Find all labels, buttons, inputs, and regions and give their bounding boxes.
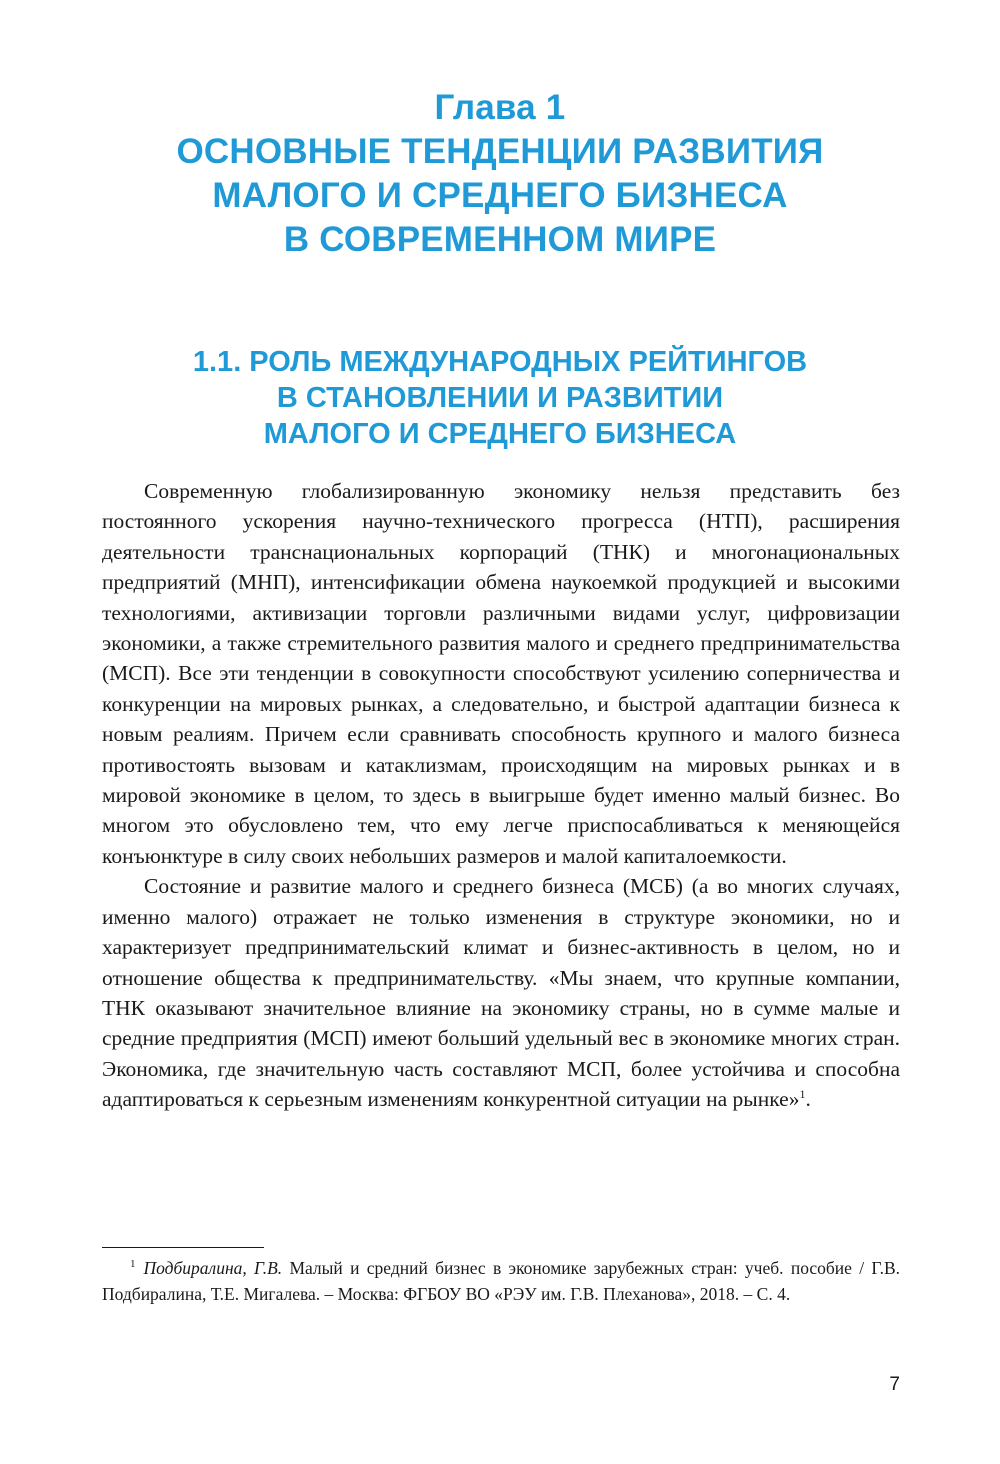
- paragraph-2: Состояние и развитие малого и среднего бизнеса (МСБ) (а во многих случаях, именно малого) отражает не только изменения в структуре экономики, но и характеризует предпринимательский климат и бизнес-активность в целом, но и отношение общества к предпринимательству. «Мы знаем, что крупные компании, ТНК оказывают значительное влияние на экономику страны, но в сумме малые и средние предприятия (МСП) имеют больший удельный вес в экономике многих стран. Экономика, где значительную часть составляют МСП, более устойчива и способна адаптироваться к серьезным изменениям конкурентной ситуации на рынке»$^1$.: [102, 874, 900, 1112]
- section-title-line-1: 1.1. РОЛЬ МЕЖДУНАРОДНЫХ РЕЙТИНГОВ: [192, 346, 808, 378]
- footnote-text: Малый и средний бизнес в экономике зарубежных стран: учеб. пособие / Г.В. Подбиралина, Т.Е. Мигалева. – Москва: ФГБОУ ВО «РЭУ им. Г.В. Плеханова», 2018. – С. 4.: [102, 1258, 900, 1304]
- footnote-number: 1: [130, 1258, 136, 1271]
- chapter-title-line-1: ОСНОВНЫЕ ТЕНДЕНЦИИ РАЗВИТИЯ: [176, 132, 824, 171]
- body-text: [102, 476, 900, 1115]
- footnote-divider: [102, 1247, 264, 1248]
- footnote: [102, 1256, 900, 1307]
- chapter-title-line-3: В СОВРЕМЕННОМ МИРЕ: [283, 220, 717, 259]
- paragraph-1: Современную глобализированную экономику нельзя представить без постоянного ускорения научно-технического прогресса (НТП), расширения деятельности транснациональных корпораций (ТНК) и многонациональных предприятий (МНП), интенсификации обмена наукоемкой продукцией и высокими технологиями, активизации торговли различными видами услуг, цифровизации экономики, а также стремительного развития малого и среднего предпринимательства (МСП). Все эти тенденции в совокупности способствуют усилению соперничества и конкуренции на мировых рынках, а следовательно, и быстрой адаптации бизнеса к новым реалиям. Причем если сравнивать способность крупного и малого бизнеса противостоять вызовам и катаклизмам, происходящим на мировых рынках и в мировой экономике в целом, то здесь в выигрыше будет именно малый бизнес. Во многом это обусловлено тем, что ему легче приспосабливаться к меняющейся конъюнктуре в силу своих небольших размеров и малой капиталоемкости.: [102, 479, 900, 868]
- chapter-label: Глава 1: [434, 88, 566, 127]
- section-heading: [100, 344, 900, 452]
- chapter-heading: [100, 86, 900, 262]
- footnote-author: Подбиралина, Г.В.: [143, 1258, 283, 1278]
- chapter-title-line-2: МАЛОГО И СРЕДНЕГО БИЗНЕСА: [212, 176, 788, 215]
- paragraph-2-text: Состояние и развитие малого и среднего бизнеса (МСБ) (а во многих случаях, именно малого) отражает не только изменения в структуре экономики, но и характеризует предпринимательский климат и бизнес-активность в целом, но и отношение общества к предпринимательству. «Мы знаем, что крупные компании, ТНК оказывают значительное влияние на экономику страны, но в сумме малые и средние предприятия (МСП) имеют больший удельный вес в экономике многих стран. Экономика, где значительную часть составляют МСП, более устойчива и способна адаптироваться к серьезным изменениям конкурентной ситуации на рынке»: [102, 874, 900, 1112]
- section-title-line-3: МАЛОГО И СРЕДНЕГО БИЗНЕСА: [263, 418, 737, 450]
- footnote-entry: [102, 1256, 900, 1307]
- section-title-line-2: В СТАНОВЛЕНИИ И РАЗВИТИИ: [276, 382, 724, 414]
- page-number: 7: [889, 1374, 900, 1395]
- footnote-reference[interactable]: 1: [799, 1086, 806, 1101]
